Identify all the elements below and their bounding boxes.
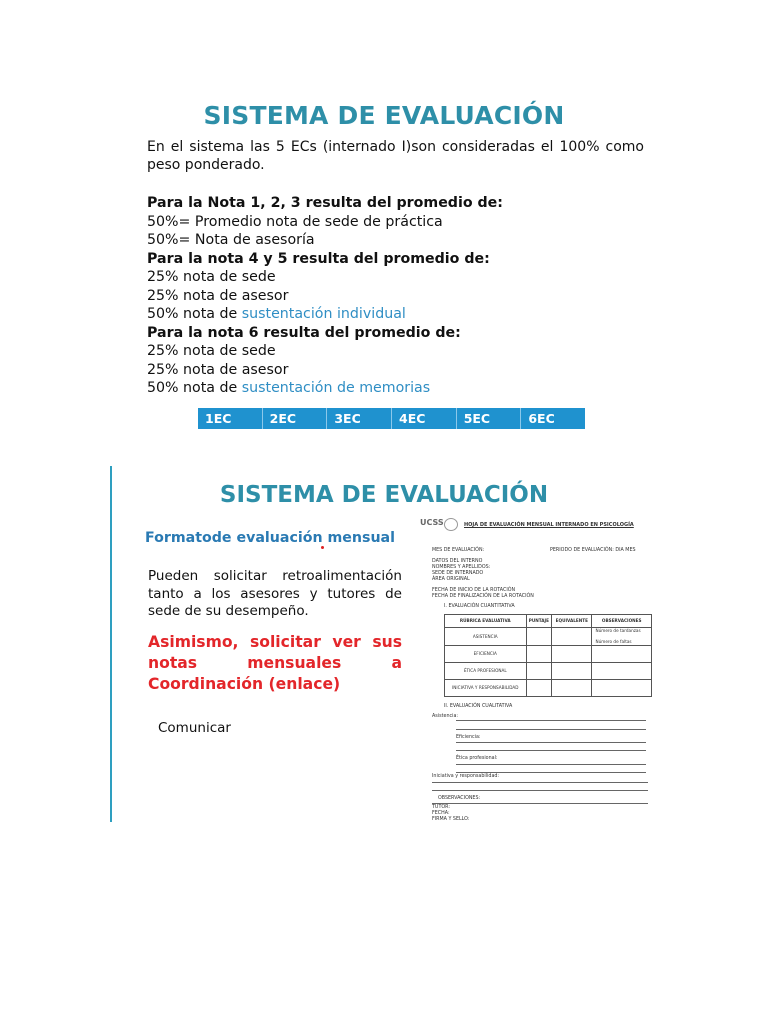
slide-evaluation-system <box>110 87 658 430</box>
blank-line <box>432 803 648 804</box>
highlight-text: sustentación individual <box>241 306 406 322</box>
table-cell <box>552 680 592 697</box>
table-cell: EFICIENCIA <box>445 646 527 663</box>
table-cell <box>592 646 652 663</box>
form-field: OBSERVACIONES: <box>438 796 481 801</box>
rule-item <box>147 305 503 324</box>
rule-item: 25% nota de asesor <box>147 361 289 378</box>
slide-subtitle: Formatode evaluación mensual <box>145 530 395 546</box>
slide-title: SISTEMA DE EVALUACIÓN <box>219 482 549 508</box>
form-field: DATOS DEL INTERNO <box>432 559 483 564</box>
table-header: PUNTAJE <box>526 615 552 628</box>
rule-item: 25% nota de sede <box>147 269 276 285</box>
slide-monthly-format <box>110 466 658 822</box>
table-header: OBSERVACIONES <box>592 615 652 628</box>
slide-title: SISTEMA DE EVALUACIÓN <box>203 101 565 130</box>
blank-line <box>432 790 648 791</box>
form-label: MES DE EVALUACIÓN: <box>432 548 485 553</box>
ec-cell: 2EC <box>263 408 328 429</box>
blank-line <box>456 764 646 765</box>
obs-label: Número de tardanzas <box>595 628 641 633</box>
rule-item: 25% nota de asesor <box>147 287 289 304</box>
red-notice: Asimismo, solicitar ver sus notas mensuales a Coordinación (enlace) <box>148 633 402 693</box>
form-field <box>432 548 636 554</box>
form-field: Eficiencia: <box>456 735 481 740</box>
ec-bar <box>198 408 585 429</box>
blank-line <box>456 772 646 773</box>
table-cell <box>592 628 652 646</box>
ec-cell: 1EC <box>198 408 263 429</box>
obs-label: Número de faltas <box>595 639 632 644</box>
table-header: EQUIVALENTE <box>552 615 592 628</box>
table-header: RÚBRICA EVALUATIVA <box>445 615 527 628</box>
form-field: ÁREA ORIGINAL <box>432 577 470 582</box>
table-cell <box>552 646 592 663</box>
rule-item-prefix: 50% nota de <box>147 306 242 322</box>
evaluation-form-thumbnail <box>420 518 658 822</box>
intro-paragraph: En el sistema las 5 ECs (internado I)son consideradas el 100% como peso ponderado. <box>147 139 644 173</box>
slide-left-border <box>110 466 112 822</box>
seal-icon <box>444 518 458 531</box>
table-cell <box>526 680 552 697</box>
rule-item: 25% nota de sede <box>147 343 276 359</box>
form-field: SEDE DE INTERNADO <box>432 571 484 576</box>
table-cell <box>526 628 552 646</box>
rule-heading-3: Para la nota 6 resulta del promedio de: <box>147 324 461 341</box>
ec-cell: 6EC <box>528 411 555 426</box>
form-section: I. EVALUACIÓN CUANTITATIVA <box>444 604 515 609</box>
table-cell <box>552 628 592 646</box>
table-cell: INICIATIVA Y RESPONSABILIDAD <box>445 680 527 697</box>
rule-item-prefix: 50% nota de <box>147 380 242 396</box>
highlight-text: sustentación de memorias <box>241 380 431 396</box>
table-cell <box>592 663 652 680</box>
table-cell <box>592 680 652 697</box>
evaluation-table <box>444 614 652 697</box>
blank-line <box>456 729 646 730</box>
red-dot <box>321 546 324 549</box>
form-field: FIRMA Y SELLO: <box>432 817 470 822</box>
rule-heading-2: Para la nota 4 y 5 resulta del promedio de: <box>147 250 490 267</box>
rule-item <box>147 379 503 398</box>
form-field: TUTOR: <box>432 805 450 810</box>
rule-heading-1: Para la Nota 1, 2, 3 resulta del promedio de: <box>147 195 503 211</box>
form-field: FECHA DE INICIO DE LA ROTACIÓN <box>432 588 516 593</box>
table-cell <box>526 663 552 680</box>
blank-line <box>456 720 646 721</box>
table-cell: ASISTENCIA <box>445 628 527 646</box>
ec-cell: 3EC <box>327 408 392 429</box>
communicate-text: Comunicar <box>158 720 231 736</box>
ec-cell: 5EC <box>457 408 522 429</box>
table-cell <box>552 663 592 680</box>
table-cell <box>526 646 552 663</box>
form-title: HOJA DE EVALUACIÓN MENSUAL INTERNADO EN PSICOLOGÍA <box>464 522 634 528</box>
form-section: II. EVALUACIÓN CUALITATIVA <box>444 704 513 709</box>
form-field: Ética profesional: <box>456 756 498 761</box>
form-field: NOMBRES Y APELLIDOS: <box>432 565 491 570</box>
form-field: Asistencia: <box>432 714 459 719</box>
form-field: Iniciativa y responsabilidad: <box>432 774 500 779</box>
ec-cell: 4EC <box>392 408 457 429</box>
blank-line <box>456 742 646 743</box>
rule-item: 50%= Nota de asesoría <box>147 232 315 248</box>
grading-rules <box>147 194 503 398</box>
table-cell: ÉTICA PROFESIONAL <box>445 663 527 680</box>
ucss-logo: UCSS <box>420 518 444 527</box>
rule-item: 50%= Promedio nota de sede de práctica <box>147 213 443 230</box>
form-field: FECHA DE FINALIZACIÓN DE LA ROTACIÓN <box>432 594 534 599</box>
blank-line <box>432 782 648 783</box>
feedback-paragraph: Pueden solicitar retroalimentación tanto a los asesores y tutores de sede de su desempeño. <box>148 568 402 619</box>
blank-line <box>456 750 646 751</box>
form-label: PERIODO DE EVALUACIÓN: DIA MES <box>550 548 636 553</box>
form-field: FECHA: <box>432 811 450 816</box>
